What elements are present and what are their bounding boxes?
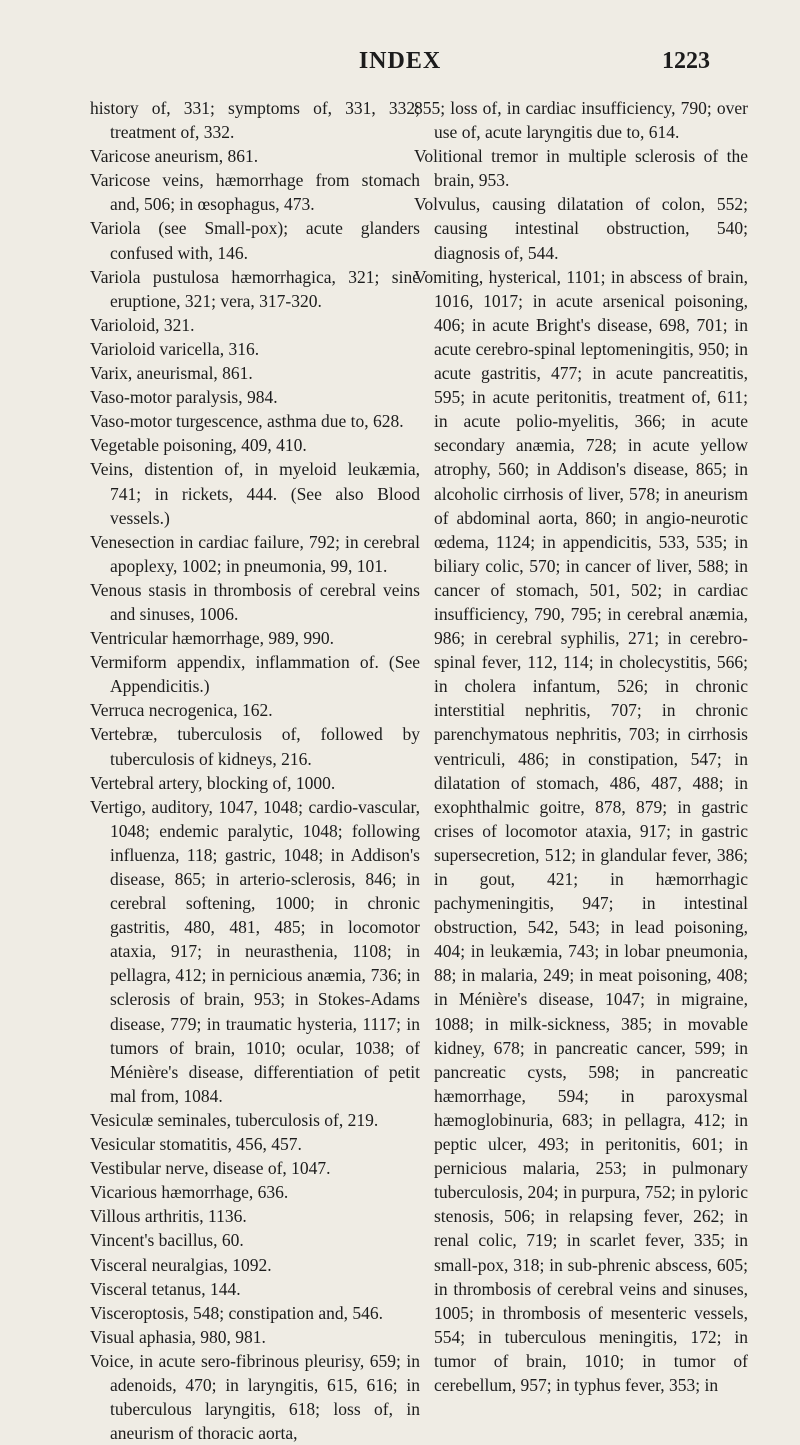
index-entry: Varioloid varicella, 316. bbox=[90, 338, 260, 359]
index-entry: history of, 331; symptoms of, 331, 332; treatment of, 332. bbox=[90, 98, 420, 143]
index-entry: Villous arthritis, 1136. bbox=[90, 1206, 247, 1227]
index-entry: Variola pustulosa hæmorrhagica, 321; sine eruptione, 321; vera, 317-320. bbox=[90, 266, 420, 311]
index-entry: Visceroptosis, 548; constipation and, 546. bbox=[90, 1302, 384, 1323]
index-entry: 855; loss of, in cardiac insufficiency, 790; over use of, acute laryngitis due to, 614. bbox=[414, 98, 748, 143]
index-entry: Venesection in cardiac failure, 792; in cerebral apoplexy, 1002; in pneumonia, 99, 101. bbox=[90, 531, 420, 576]
index-entry: Varicose veins, hæmorrhage from stomach and, 506; in œsophagus, 473. bbox=[90, 170, 420, 215]
index-entry: Varioloid, 321. bbox=[90, 314, 195, 335]
index-entry: Vegetable poisoning, 409, 410. bbox=[90, 435, 307, 456]
index-entry: Vaso-motor paralysis, 984. bbox=[90, 387, 278, 408]
index-entry: Vicarious hæmorrhage, 636. bbox=[90, 1182, 289, 1203]
index-entry: Vertebral artery, blocking of, 1000. bbox=[90, 772, 336, 793]
index-entry: Varix, aneurismal, 861. bbox=[90, 363, 253, 384]
page-number: 1223 bbox=[662, 48, 710, 74]
index-entry: Ventricular hæmorrhage, 989, 990. bbox=[90, 628, 334, 649]
page-header bbox=[0, 48, 800, 78]
index-entry: Vertigo, auditory, 1047, 1048; cardio-vascular, 1048; endemic paralytic, 1048; following influenza, 118; gastric, 1048; in Addison's disease, 865; in arterio-sclerosis, 846; in cerebral softening, 1000; in chronic gastritis, 480, 481, 485; in locomotor ataxia, 917; in neurasthenia, 1108; in pellagra, 412; in pernicious anæmia, 736; in sclerosis of brain, 953; in Stokes-Adams disease, 779; in traumatic hysteria, 1117; in tumors of brain, 1010; ocular, 1038; of Ménière's disease, differentiation of petit mal from, 1084. bbox=[90, 796, 420, 1106]
index-entry: Verruca necrogenica, 162. bbox=[90, 700, 273, 721]
index-entry: Volvulus, causing dilatation of colon, 552; causing intestinal obstruction, 540; diagnosis of, 544. bbox=[414, 194, 748, 263]
index-column-left bbox=[90, 96, 420, 1445]
index-column-right bbox=[414, 96, 748, 1397]
index-entry: Variola (see Small-pox); acute glanders confused with, 146. bbox=[90, 218, 420, 263]
page-title: INDEX bbox=[358, 48, 442, 74]
index-entry: Vesicular stomatitis, 456, 457. bbox=[90, 1134, 302, 1155]
index-entry: Varicose aneurism, 861. bbox=[90, 146, 259, 167]
index-entry: Vestibular nerve, disease of, 1047. bbox=[90, 1158, 331, 1179]
index-entry: Vaso-motor turgescence, asthma due to, 628. bbox=[90, 411, 404, 432]
index-entry: Vomiting, hysterical, 1101; in abscess of brain, 1016, 1017; in acute arsenical poisoning, 406; in acute Bright's disease, 698, 701; in acute cerebro-spinal leptomeningitis, 950; in acute gastritis, 477; in acute pancreatitis, 595; in acute peritonitis, treatment of, 611; in acute polio-myelitis, 366; in acute secondary anæmia, 728; in acute yellow atrophy, 560; in Addison's disease, 865; in alcoholic cirrhosis of liver, 578; in aneurism of abdominal aorta, 860; in angio-neurotic œdema, 1124; in appendicitis, 533, 535; in biliary colic, 570; in cancer of liver, 588; in cancer of stomach, 501, 502; in cardiac insufficiency, 790, 795; in cerebral anæmia, 986; in cerebral syphilis, 271; in cerebro-spinal fever, 112, 114; in cholecystitis, 566; in cholera infantum, 526; in chronic interstitial nephritis, 707; in chronic parenchymatous nephritis, 703; in cirrhosis ventriculi, 486; in constipation, 547; in dilatation of stomach, 486, 487, 488; in exophthalmic goitre, 878, 879; in gastric crises of locomotor ataxia, 917; in gastric supersecretion, 512; in glandular fever, 386; in gout, 421; in hæmorrhagic pachymeningitis, 947; in intestinal obstruction, 542, 543; in lead poisoning, 404; in leukæmia, 743; in lobar pneumonia, 88; in malaria, 249; in meat poisoning, 408; in Ménière's disease, 1047; in migraine, 1088; in milk-sickness, 385; in movable kidney, 678; in pancreatic cancer, 599; in pancreatic cysts, 598; in pancreatic hæmorrhage, 594; in paroxysmal hæmoglobinuria, 683; in pellagra, 412; in peptic ulcer, 493; in peritonitis, 601; in pernicious malaria, 253; in pulmonary tuberculosis, 204; in purpura, 752; in pyloric stenosis, 506; in relapsing fever, 262; in renal colic, 719; in scarlet fever, 335; in small-pox, 318; in sub-phrenic abscess, 605; in thrombosis of cerebral veins and sinuses, 1005; in thrombosis of mesenteric vessels, 554; in tuberculous meningitis, 172; in tumor of brain, 1010; in tumor of cerebellum, 957; in typhus fever, 353; in bbox=[414, 266, 748, 1395]
index-entry: Vincent's bacillus, 60. bbox=[90, 1230, 244, 1251]
index-entry: Visceral tetanus, 144. bbox=[90, 1278, 241, 1299]
index-entry: Visceral neuralgias, 1092. bbox=[90, 1254, 272, 1275]
index-entry: Voice, in acute sero-fibrinous pleurisy, 659; in adenoids, 470; in laryngitis, 615, 616; in tuberculous laryngitis, 618; loss of, in aneurism of thoracic aorta, bbox=[90, 1350, 420, 1444]
index-entry: Volitional tremor in multiple sclerosis of the brain, 953. bbox=[414, 146, 748, 191]
index-entry: Veins, distention of, in myeloid leukæmia, 741; in rickets, 444. (See also Blood vessels.) bbox=[90, 459, 420, 528]
index-entry: Venous stasis in thrombosis of cerebral veins and sinuses, 1006. bbox=[90, 579, 420, 624]
index-entry: Vesiculæ seminales, tuberculosis of, 219. bbox=[90, 1109, 379, 1130]
index-entry: Vermiform appendix, inflammation of. (See Appendicitis.) bbox=[90, 652, 420, 697]
index-entry: Vertebræ, tuberculosis of, followed by tuberculosis of kidneys, 216. bbox=[90, 724, 420, 769]
index-entry: Visual aphasia, 980, 981. bbox=[90, 1326, 266, 1347]
